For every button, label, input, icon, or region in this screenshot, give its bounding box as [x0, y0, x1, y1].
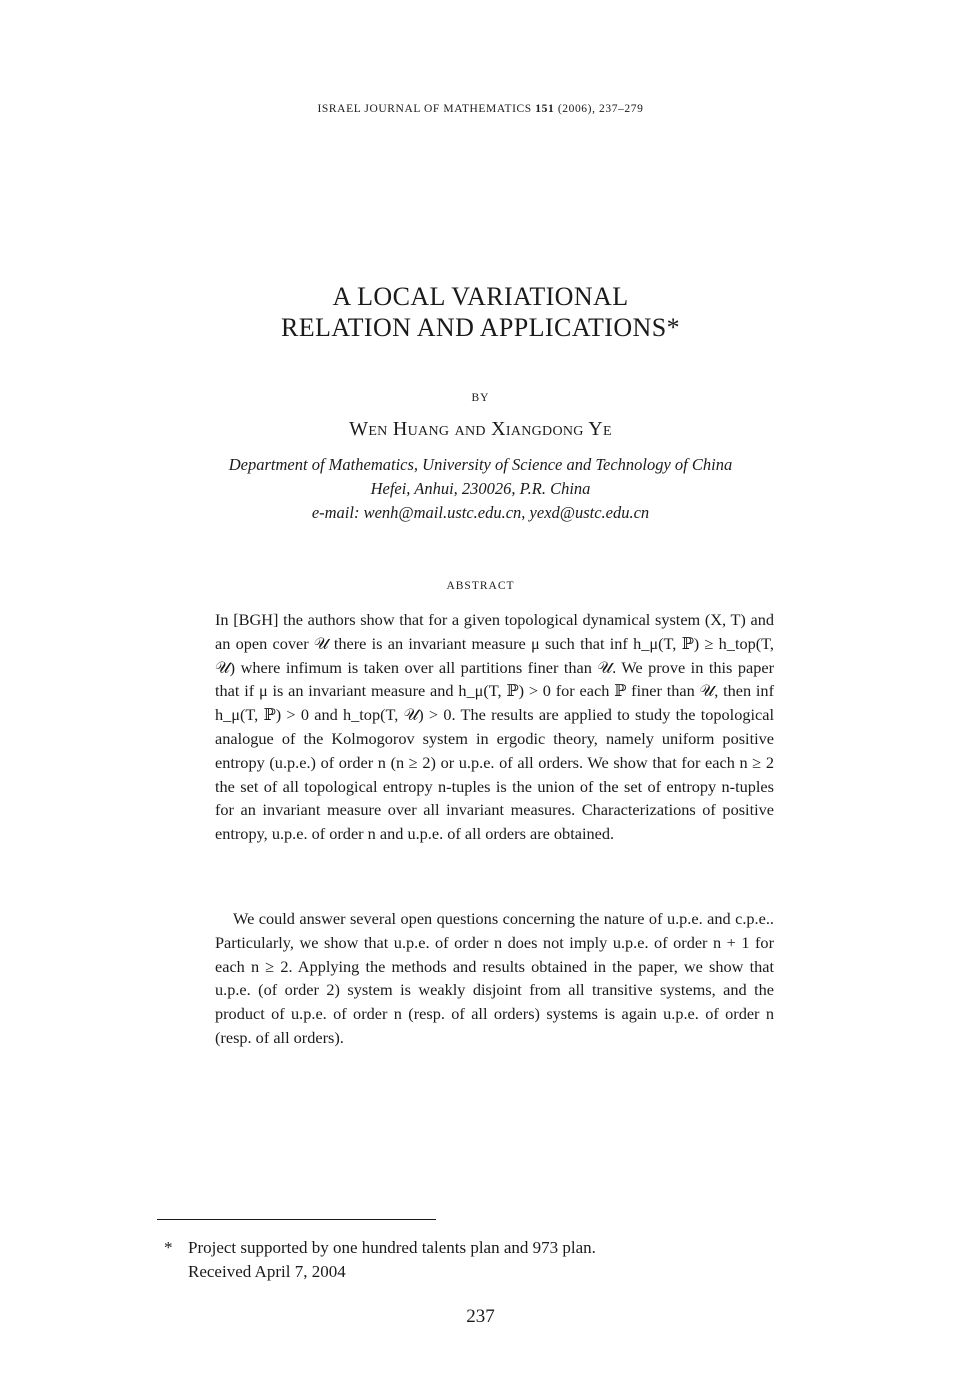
journal-volume: 151: [535, 103, 555, 115]
by-label: BY: [471, 392, 490, 404]
affiliation-line-2: Hefei, Anhui, 230026, P.R. China: [370, 479, 591, 498]
affiliation-line-1: Department of Mathematics, University of Science and Technology of China: [228, 455, 733, 474]
footnote-line-1: Project supported by one hundred talents plan and 973 plan.: [188, 1238, 596, 1257]
page-number: 237: [466, 1306, 495, 1327]
footnote: [164, 1236, 596, 1284]
footnote-mark: *: [164, 1238, 173, 1257]
footnote-rule: [157, 1219, 436, 1220]
journal-name: ISRAEL JOURNAL OF MATHEMATICS: [317, 103, 532, 115]
footnote-line-2: Received April 7, 2004: [188, 1262, 346, 1281]
running-head: [0, 103, 961, 115]
paper-title-line-1: A LOCAL VARIATIONAL: [332, 282, 629, 311]
paper-title-line-2: RELATION AND APPLICATIONS*: [281, 313, 680, 342]
abstract-paragraph-1: In [BGH] the authors show that for a given topological dynamical system (X, T) and an open cover 𝒰 there is an invariant measure μ such that inf h_μ(T, ℙ) ≥ h_top(T, 𝒰) where infimum is taken over all partitions finer than 𝒰. We prove in this paper that if μ is an invariant measure and h_μ(T, ℙ) > 0 for each ℙ finer than 𝒰, then inf h_μ(T, ℙ) > 0 and h_top(T, 𝒰) > 0. The results are applied to study the topological analogue of the Kolmogorov system in ergodic theory, namely uniform positive entropy (u.p.e.) of order n (n ≥ 2) or u.p.e. of all orders. We show that for each n ≥ 2 the set of all topological entropy n-tuples is the union of the set of entropy n-tuples for an invariant measure over all invariant measures. Characterizations of positive entropy, u.p.e. of order n and u.p.e. of all orders are obtained.: [215, 610, 774, 844]
authors: Wen Huang and Xiangdong Ye: [349, 418, 612, 440]
journal-year-pages: (2006), 237–279: [557, 103, 644, 115]
abstract-paragraph-2: We could answer several open questions concerning the nature of u.p.e. and c.p.e.. Particularly, we show that u.p.e. of order n does not imply u.p.e. of order n + 1 for each n ≥ 2. Applying the methods and results obtained in the paper, we show that u.p.e. (of order 2) system is weakly disjoint from all transitive systems, and the product of u.p.e. of order n (resp. of all orders) systems is again u.p.e. of order n (resp. of all orders).: [215, 909, 774, 1047]
abstract-heading: ABSTRACT: [446, 580, 515, 592]
affiliation-email: e-mail: wenh@mail.ustc.edu.cn, yexd@ustc.edu.cn: [311, 503, 650, 522]
